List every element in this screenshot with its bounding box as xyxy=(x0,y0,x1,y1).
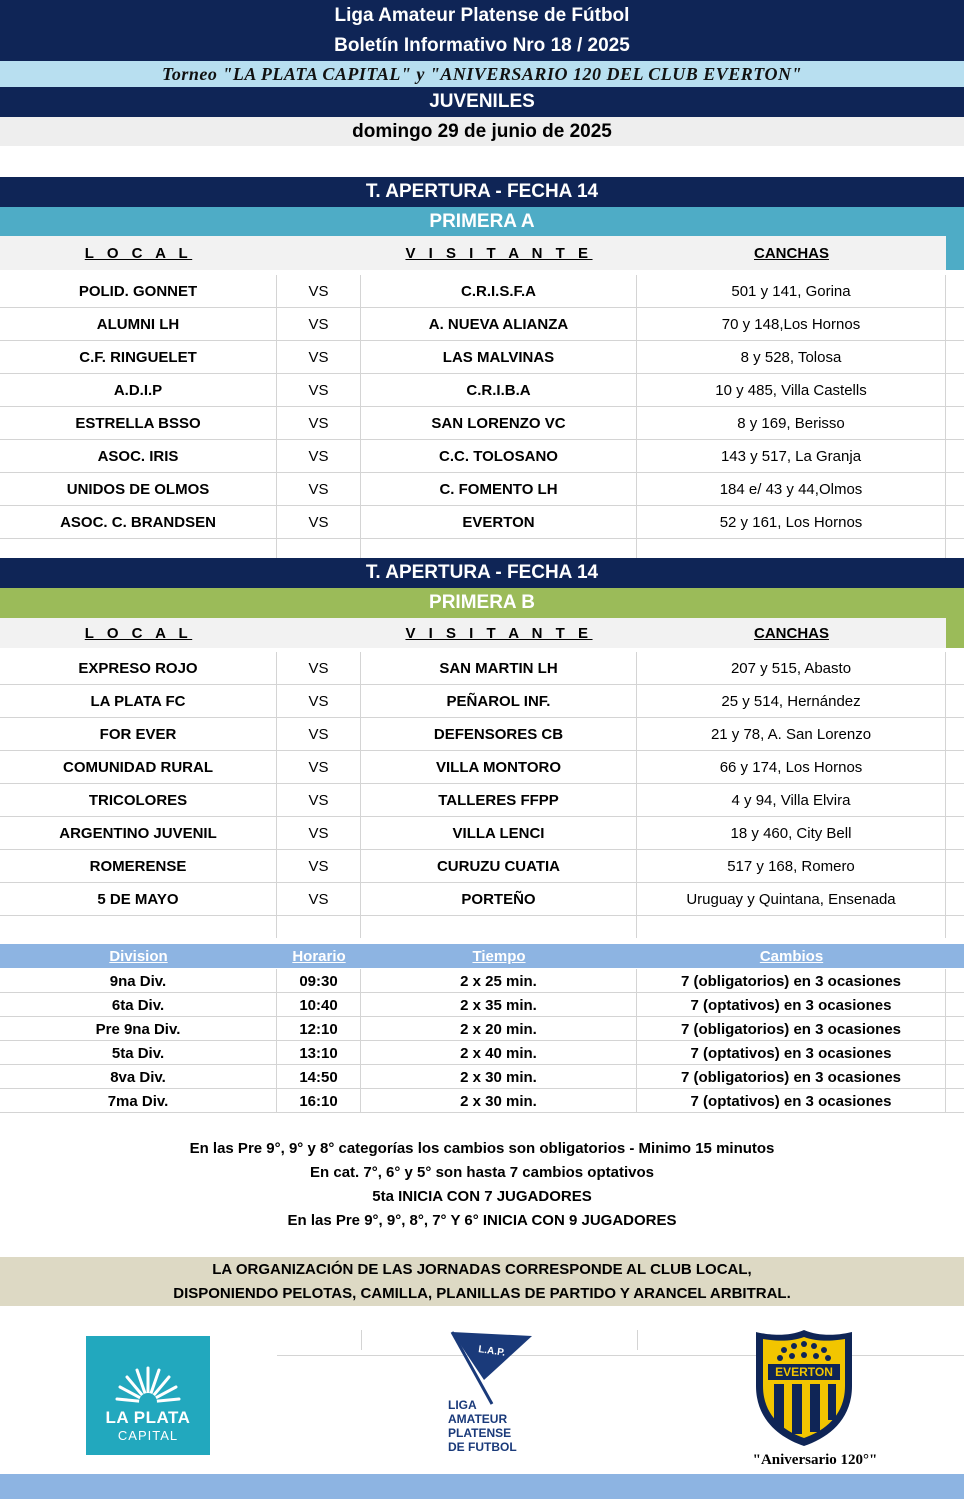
tiempo-cell: 2 x 40 min. xyxy=(361,1041,637,1065)
horario-cell: 14:50 xyxy=(277,1065,361,1089)
match-row xyxy=(0,473,964,506)
la-plata-logo-sub: CAPITAL xyxy=(117,1428,179,1443)
cambios-header: Cambios xyxy=(759,947,824,965)
match-row xyxy=(0,506,964,539)
row-tail xyxy=(946,850,964,883)
visiting-team: A. NUEVA ALIANZA xyxy=(361,308,637,341)
schedule-row xyxy=(0,969,964,993)
cambios-cell: 7 (obligatorios) en 3 ocasiones xyxy=(637,1065,946,1089)
visiting-team: C.R.I.S.F.A xyxy=(361,275,637,308)
vs-label: VS xyxy=(277,718,361,751)
visiting-team: LAS MALVINAS xyxy=(361,341,637,374)
note-line: En las Pre 9°, 9°, 8°, 7° Y 6° INICIA CON 9 JUGADORES xyxy=(287,1212,677,1229)
field-location: 70 y 148,Los Hornos xyxy=(637,308,946,341)
visiting-team: CURUZU CUATIA xyxy=(361,850,637,883)
match-row xyxy=(0,275,964,308)
row-tail xyxy=(946,473,964,506)
league-title: Liga Amateur Platense de Fútbol xyxy=(0,0,964,31)
match-row xyxy=(0,883,964,916)
visiting-team: SAN MARTIN LH xyxy=(361,652,637,685)
row-tail xyxy=(946,718,964,751)
local-team: FOR EVER xyxy=(0,718,277,751)
field-location: 8 y 169, Berisso xyxy=(637,407,946,440)
tournament-title: Torneo "LA PLATA CAPITAL" y "ANIVERSARIO 120 DEL CLUB EVERTON" xyxy=(0,61,964,87)
row-tail xyxy=(946,883,964,916)
bulletin-title: Boletín Informativo Nro 18 / 2025 xyxy=(0,31,964,61)
visitante-header: V I S I T A N T E xyxy=(405,244,593,262)
vs-label: VS xyxy=(277,308,361,341)
schedule-header xyxy=(0,944,964,968)
horario-cell: 12:10 xyxy=(277,1017,361,1041)
canchas-header: CANCHAS xyxy=(754,244,829,262)
note-line: En las Pre 9°, 9° y 8° categorías los cambios son obligatorios - Minimo 15 minutos xyxy=(189,1140,775,1157)
local-header: L O C A L xyxy=(84,244,193,262)
local-team: ESTRELLA BSSO xyxy=(0,407,277,440)
visiting-team: DEFENSORES CB xyxy=(361,718,637,751)
vs-label: VS xyxy=(277,817,361,850)
cambios-cell: 7 (optativos) en 3 ocasiones xyxy=(637,1089,946,1113)
field-location: 501 y 141, Gorina xyxy=(637,275,946,308)
row-tail xyxy=(946,407,964,440)
la-plata-logo-name: LA PLATA xyxy=(105,1408,191,1427)
tiempo-header: Tiempo xyxy=(472,947,526,965)
field-location: 21 y 78, A. San Lorenzo xyxy=(637,718,946,751)
local-team: POLID. GONNET xyxy=(0,275,277,308)
division-header: Division xyxy=(109,947,168,965)
section-b-title: T. APERTURA - FECHA 14 xyxy=(0,558,964,588)
match-row xyxy=(0,440,964,473)
cambios-cell: 7 (obligatorios) en 3 ocasiones xyxy=(637,1017,946,1041)
visiting-team: PORTEÑO xyxy=(361,883,637,916)
row-tail xyxy=(946,685,964,718)
liga-logo-line: DE FUTBOL xyxy=(448,1440,517,1454)
field-location: 8 y 528, Tolosa xyxy=(637,341,946,374)
visiting-team: TALLERES FFPP xyxy=(361,784,637,817)
vs-label: VS xyxy=(277,407,361,440)
tiempo-cell: 2 x 35 min. xyxy=(361,993,637,1017)
tiempo-cell: 2 x 30 min. xyxy=(361,1065,637,1089)
field-location: 25 y 514, Hernández xyxy=(637,685,946,718)
liga-amateur-logo xyxy=(440,1326,550,1460)
local-team: ROMERENSE xyxy=(0,850,277,883)
section-a-header-accent xyxy=(946,236,964,270)
division-cell: 6ta Div. xyxy=(0,993,277,1017)
vs-label: VS xyxy=(277,440,361,473)
field-location: 18 y 460, City Bell xyxy=(637,817,946,850)
row-tail xyxy=(946,784,964,817)
section-a-column-header xyxy=(0,236,946,270)
field-location: 10 y 485, Villa Castells xyxy=(637,374,946,407)
local-team: TRICOLORES xyxy=(0,784,277,817)
row-tail xyxy=(946,652,964,685)
row-tail xyxy=(946,275,964,308)
local-team: EXPRESO ROJO xyxy=(0,652,277,685)
vs-label: VS xyxy=(277,652,361,685)
visiting-team: EVERTON xyxy=(361,506,637,539)
local-team: ASOC. C. BRANDSEN xyxy=(0,506,277,539)
visiting-team: C. FOMENTO LH xyxy=(361,473,637,506)
cambios-cell: 7 (optativos) en 3 ocasiones xyxy=(637,993,946,1017)
everton-anniversary-caption: "Aniversario 120°" xyxy=(752,1452,878,1468)
vs-label: VS xyxy=(277,506,361,539)
liga-logo-line: AMATEUR xyxy=(448,1412,508,1426)
section-a-title: T. APERTURA - FECHA 14 xyxy=(0,177,964,207)
cambios-cell: 7 (optativos) en 3 ocasiones xyxy=(637,1041,946,1065)
local-team: UNIDOS DE OLMOS xyxy=(0,473,277,506)
division-cell: 8va Div. xyxy=(0,1065,277,1089)
local-team: ALUMNI LH xyxy=(0,308,277,341)
match-row xyxy=(0,751,964,784)
local-team: C.F. RINGUELET xyxy=(0,341,277,374)
liga-logo-line: PLATENSE xyxy=(448,1426,512,1440)
field-location: 66 y 174, Los Hornos xyxy=(637,751,946,784)
note-line: En cat. 7°, 6° y 5° son hasta 7 cambios optativos xyxy=(310,1164,654,1181)
row-tail xyxy=(946,374,964,407)
section-b-column-header xyxy=(0,618,946,648)
visiting-team: VILLA LENCI xyxy=(361,817,637,850)
field-location: 207 y 515, Abasto xyxy=(637,652,946,685)
vs-label: VS xyxy=(277,374,361,407)
field-location: 52 y 161, Los Hornos xyxy=(637,506,946,539)
everton-shield-text: EVERTON xyxy=(775,1365,833,1379)
local-team: 5 DE MAYO xyxy=(0,883,277,916)
local-team: LA PLATA FC xyxy=(0,685,277,718)
grid-divider xyxy=(277,1355,964,1356)
row-tail xyxy=(946,506,964,539)
match-row xyxy=(0,407,964,440)
schedule-row xyxy=(0,1017,964,1041)
canchas-header: CANCHAS xyxy=(754,624,829,642)
match-row xyxy=(0,784,964,817)
tiempo-cell: 2 x 20 min. xyxy=(361,1017,637,1041)
vs-label: VS xyxy=(277,473,361,506)
row-tail xyxy=(946,308,964,341)
horario-cell: 16:10 xyxy=(277,1089,361,1113)
section-b-header-accent xyxy=(946,618,964,648)
category-title: JUVENILES xyxy=(0,87,964,117)
match-row xyxy=(0,652,964,685)
schedule-row xyxy=(0,1089,964,1113)
footer-bar xyxy=(0,1474,964,1499)
field-location: Uruguay y Quintana, Ensenada xyxy=(637,883,946,916)
division-cell: 5ta Div. xyxy=(0,1041,277,1065)
field-location: 143 y 517, La Granja xyxy=(637,440,946,473)
everton-crest xyxy=(752,1328,856,1448)
section-a-category: PRIMERA A xyxy=(0,207,964,236)
match-row xyxy=(0,850,964,883)
vs-label: VS xyxy=(277,685,361,718)
vs-label: VS xyxy=(277,883,361,916)
organization-notice xyxy=(0,1257,964,1306)
organization-line: LA ORGANIZACIÓN DE LAS JORNADAS CORRESPONDE AL CLUB LOCAL, xyxy=(212,1260,752,1278)
tiempo-cell: 2 x 30 min. xyxy=(361,1089,637,1113)
row-tail xyxy=(946,817,964,850)
horario-header: Horario xyxy=(292,947,346,965)
match-row xyxy=(0,308,964,341)
row-tail xyxy=(946,341,964,374)
visitante-header: V I S I T A N T E xyxy=(405,624,593,642)
row-tail xyxy=(946,751,964,784)
visiting-team: C.R.I.B.A xyxy=(361,374,637,407)
liga-logo-text xyxy=(448,1398,517,1454)
schedule-row xyxy=(0,993,964,1017)
match-row xyxy=(0,685,964,718)
vs-label: VS xyxy=(277,751,361,784)
local-team: ASOC. IRIS xyxy=(0,440,277,473)
vs-label: VS xyxy=(277,275,361,308)
field-location: 517 y 168, Romero xyxy=(637,850,946,883)
local-team: COMUNIDAD RURAL xyxy=(0,751,277,784)
row-tail xyxy=(946,440,964,473)
visiting-team: VILLA MONTORO xyxy=(361,751,637,784)
visiting-team: C.C. TOLOSANO xyxy=(361,440,637,473)
sun-rays-icon xyxy=(113,1356,183,1406)
field-location: 184 e/ 43 y 44,Olmos xyxy=(637,473,946,506)
vs-label: VS xyxy=(277,784,361,817)
local-team: ARGENTINO JUVENIL xyxy=(0,817,277,850)
club-shield-icon xyxy=(752,1328,856,1448)
schedule-row xyxy=(0,1041,964,1065)
cambios-cell: 7 (obligatorios) en 3 ocasiones xyxy=(637,969,946,993)
match-row xyxy=(0,718,964,751)
note-line: 5ta INICIA CON 7 JUGADORES xyxy=(372,1188,592,1205)
visiting-team: SAN LORENZO VC xyxy=(361,407,637,440)
visiting-team: PEÑAROL INF. xyxy=(361,685,637,718)
pennant-flag-icon xyxy=(440,1326,550,1406)
match-row xyxy=(0,341,964,374)
section-b-category: PRIMERA B xyxy=(0,588,964,618)
match-row xyxy=(0,374,964,407)
division-cell: 9na Div. xyxy=(0,969,277,993)
organization-line: DISPONIENDO PELOTAS, CAMILLA, PLANILLAS DE PARTIDO Y ARANCEL ARBITRAL. xyxy=(173,1284,791,1302)
horario-cell: 09:30 xyxy=(277,969,361,993)
division-cell: Pre 9na Div. xyxy=(0,1017,277,1041)
horario-cell: 10:40 xyxy=(277,993,361,1017)
horario-cell: 13:10 xyxy=(277,1041,361,1065)
liga-flag-text: L.A.P. xyxy=(477,1344,506,1359)
grid-divider xyxy=(361,1330,362,1350)
division-cell: 7ma Div. xyxy=(0,1089,277,1113)
match-date: domingo 29 de junio de 2025 xyxy=(0,117,964,146)
empty-row xyxy=(0,916,964,938)
vs-label: VS xyxy=(277,850,361,883)
local-team: A.D.I.P xyxy=(0,374,277,407)
match-row xyxy=(0,817,964,850)
vs-label: VS xyxy=(277,341,361,374)
liga-logo-line: LIGA xyxy=(448,1398,477,1412)
tiempo-cell: 2 x 25 min. xyxy=(361,969,637,993)
la-plata-capital-logo xyxy=(86,1336,210,1455)
schedule-row xyxy=(0,1065,964,1089)
field-location: 4 y 94, Villa Elvira xyxy=(637,784,946,817)
grid-divider xyxy=(637,1330,638,1350)
local-header: L O C A L xyxy=(84,624,193,642)
